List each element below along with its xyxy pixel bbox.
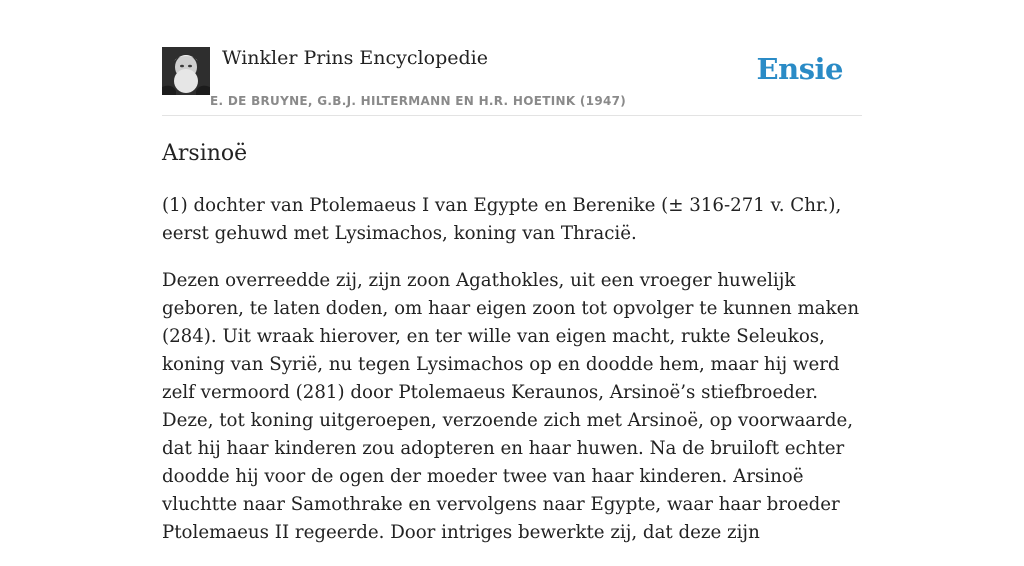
entry-title: Arsinoë (162, 141, 248, 166)
source-authors: E. DE BRUYNE, G.B.J. HILTERMANN EN H.R. HOETINK (1947) (210, 94, 627, 108)
entry-paragraph: (1) dochter van Ptolemaeus I van Egypte en Berenike (± 316-271 v. Chr.), eerst gehuwd met Lysimachos, koning van Thracië. (162, 195, 842, 244)
entry-paragraph: Dezen overreedde zij, zijn zoon Agathokles, uit een vroeger huwelijk geboren, te laten doden, om haar eigen zoon tot opvolger te kunnen maken (284). Uit wraak hierover, en ter wille van eigen macht, rukte Seleukos, koning van Syrië, nu tegen Lysimachos op en doodde hem, maar hij werd zelf vermoord (281) door Ptolemaeus Keraunos, Arsinoë’s stiefbroeder. Deze, tot koning uitgeroepen, verzoende zich met Arsinoë, op voorwaarde, dat hij haar kinderen zou adopteren en haar huwen. Na de bruiloft echter doodde hij voor de ogen der moeder twee van haar kinderen. Arsinoë vluchtte naar Samothrake en vervolgens naar Egypte, waar haar broeder Ptolemaeus II regeerde. Door intriges bewerkte zij, dat deze zijn (162, 270, 860, 543)
source-title[interactable]: Winkler Prins Encyclopedie (222, 47, 488, 69)
entry-body (162, 192, 862, 566)
source-header (162, 0, 862, 116)
author-portrait-icon[interactable] (162, 47, 210, 95)
content-container (162, 0, 862, 543)
brand-logo[interactable]: Ensie (756, 52, 843, 86)
